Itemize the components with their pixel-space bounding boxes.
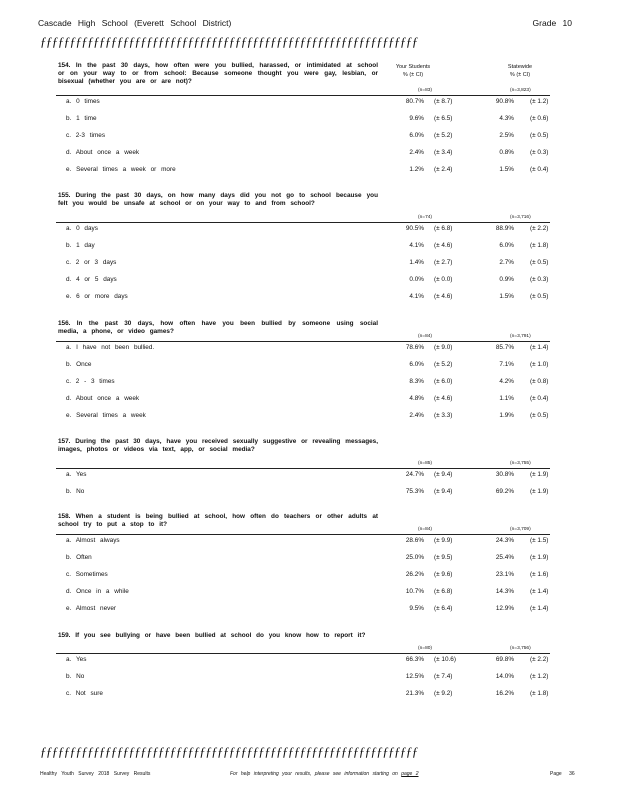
question-text: 159. If you see bullying or have been bullied at school do you know how to report it? (58, 632, 366, 639)
your-students-ci: (± 9.4) (434, 471, 453, 478)
answer-row (0, 488, 618, 500)
bottom-separator: ƒƒƒƒƒƒƒƒƒƒƒƒƒƒƒƒƒƒƒƒƒƒƒƒƒƒƒƒƒƒƒƒƒƒƒƒƒƒƒƒƒƒƒƒƒƒƒƒƒƒƒƒƒƒƒƒƒƒƒƒƒƒƒƒ (40, 744, 418, 759)
statewide-n: (n=3,709) (510, 527, 531, 532)
statewide-percent: 14.3% (495, 588, 514, 595)
your-students-title: Your Students (395, 64, 431, 70)
your-students-ci: (± 10.6) (434, 656, 456, 663)
statewide-ci: (± 0.8) (530, 378, 549, 385)
your-students-ci: (± 3.3) (434, 412, 453, 419)
answer-label: d. 4 or 5 days (66, 276, 117, 283)
your-students-percent: 1.2% (409, 166, 424, 173)
statewide-percent: 0.8% (499, 149, 514, 156)
answer-row (0, 554, 618, 566)
statewide-title: Statewide (507, 64, 533, 70)
statewide-ci: (± 1.4) (530, 344, 549, 351)
answer-label: c. 2 or 3 days (66, 259, 117, 266)
statewide-percent: 1.9% (499, 412, 514, 419)
statewide-n: (n=3,716) (510, 215, 531, 220)
top-separator: ƒƒƒƒƒƒƒƒƒƒƒƒƒƒƒƒƒƒƒƒƒƒƒƒƒƒƒƒƒƒƒƒƒƒƒƒƒƒƒƒƒƒƒƒƒƒƒƒƒƒƒƒƒƒƒƒƒƒƒƒƒƒƒƒ (40, 34, 418, 49)
question-divider (56, 222, 550, 223)
statewide-percent: 2.7% (499, 259, 514, 266)
your-students-ci: (± 9.6) (434, 571, 453, 578)
your-students-ci: (± 9.0) (434, 344, 453, 351)
answer-row (0, 605, 618, 617)
answer-label: b. 1 time (66, 115, 97, 122)
your-students-ci: (± 6.0) (434, 378, 453, 385)
statewide-ci: (± 1.9) (530, 488, 549, 495)
your-students-ci: (± 3.4) (434, 149, 453, 156)
statewide-ci: (± 1.5) (530, 537, 549, 544)
your-students-percent: 4.1% (409, 242, 424, 249)
answer-row (0, 166, 618, 178)
answer-row (0, 293, 618, 305)
your-students-percent: 78.6% (405, 344, 424, 351)
answer-label: d. Once in a while (66, 588, 129, 595)
your-students-ci: (± 5.2) (434, 361, 453, 368)
statewide-percent: 16.2% (495, 690, 514, 697)
your-students-n: (n=74) (418, 215, 432, 220)
footer-help-text (230, 771, 419, 777)
answer-row (0, 412, 618, 424)
statewide-percent: 69.2% (495, 488, 514, 495)
statewide-percent: 90.8% (495, 98, 514, 105)
answer-label: d. About once a week (66, 149, 140, 156)
answer-label: e. Several times a week (66, 412, 146, 419)
answer-row (0, 344, 618, 356)
answer-label: a. 0 times (66, 98, 100, 105)
footer-page-link[interactable]: page 2 (401, 771, 419, 777)
your-students-percent: 26.2% (405, 571, 424, 578)
your-students-n: (n=85) (418, 461, 432, 466)
question-text: 155. During the past 30 days, on how many days did you not go to school because you felt you would be unsafe at school or on your way to and from school? (58, 192, 378, 207)
answer-label: a. I have not been bullied. (66, 344, 155, 351)
your-students-percent: 10.7% (405, 588, 424, 595)
question-divider (56, 341, 550, 342)
statewide-percent: 6.0% (499, 242, 514, 249)
statewide-ci: (± 1.9) (530, 554, 549, 561)
answer-label: b. 1 day (66, 242, 95, 249)
your-students-header (388, 63, 438, 79)
your-students-ci: (± 9.4) (434, 488, 453, 495)
your-students-n: (n=84) (418, 527, 432, 532)
your-students-ci: (± 4.6) (434, 395, 453, 402)
answer-row (0, 132, 618, 144)
your-students-percent: 2.4% (409, 412, 424, 419)
answer-label: e. Several times a week or more (66, 166, 176, 173)
your-students-percent: 9.6% (409, 115, 424, 122)
your-students-ci: (± 6.8) (434, 225, 453, 232)
statewide-ci: (± 1.0) (530, 361, 549, 368)
your-students-ci: (± 6.4) (434, 605, 453, 612)
statewide-percent: 69.8% (495, 656, 514, 663)
your-students-n: (n=84) (418, 334, 432, 339)
question-text: 154. In the past 30 days, how often were you bullied, harassed, or intimidated at school or on your way to or from school: Because someone thought you were gay, lesbian, or bisexual (whether you are or are not)? (58, 62, 378, 85)
statewide-n: (n=3,755) (510, 461, 531, 466)
your-students-percent: 21.3% (405, 690, 424, 697)
answer-row (0, 656, 618, 668)
your-students-ci: (± 5.2) (434, 132, 453, 139)
statewide-percent: 7.1% (499, 361, 514, 368)
statewide-n: (n=3,791) (510, 334, 531, 339)
statewide-ci: (± 1.9) (530, 471, 549, 478)
your-students-percent: 4.1% (409, 293, 424, 300)
statewide-percent: 30.8% (495, 471, 514, 478)
answer-label: a. 0 days (66, 225, 98, 232)
answer-label: b. Often (66, 554, 92, 561)
answer-row (0, 259, 618, 271)
question-divider (56, 534, 550, 535)
your-students-ci: (± 2.4) (434, 166, 453, 173)
your-students-ci: (± 7.4) (434, 673, 453, 680)
statewide-percent: 4.2% (499, 378, 514, 385)
your-students-percent: 75.3% (405, 488, 424, 495)
your-students-percent: 12.5% (405, 673, 424, 680)
answer-row (0, 225, 618, 237)
answer-label: e. 6 or more days (66, 293, 128, 300)
statewide-ci: (± 0.3) (530, 149, 549, 156)
answer-row (0, 242, 618, 254)
answer-label: a. Almost always (66, 537, 120, 544)
statewide-ci: (± 1.2) (530, 673, 549, 680)
question-text: 158. When a student is being bullied at school, how often do teachers or other adults at school try to put a stop to it? (58, 513, 378, 528)
answer-label: d. About once a week (66, 395, 140, 402)
answer-row (0, 690, 618, 702)
your-students-ci: (± 9.2) (434, 690, 453, 697)
your-students-n: (n=83) (418, 88, 432, 93)
answer-label: c. 2 - 3 times (66, 378, 115, 385)
statewide-ci: (± 2.2) (530, 656, 549, 663)
answer-row (0, 361, 618, 373)
statewide-percent: 1.1% (499, 395, 514, 402)
statewide-ci: (± 0.5) (530, 293, 549, 300)
question-text: 157. During the past 30 days, have you received sexually suggestive or revealing messages, images, photos or videos via text, app, or social media? (58, 438, 378, 453)
answer-row (0, 588, 618, 600)
your-students-ci: (± 4.6) (434, 242, 453, 249)
your-students-percent: 90.5% (405, 225, 424, 232)
your-students-ci: (± 6.8) (434, 588, 453, 595)
your-students-percent: 8.3% (409, 378, 424, 385)
your-students-ci: (± 6.5) (434, 115, 453, 122)
answer-label: e. Almost never (66, 605, 117, 612)
statewide-percent: 23.1% (495, 571, 514, 578)
your-students-ci: (± 9.9) (434, 537, 453, 544)
statewide-percent: 25.4% (495, 554, 514, 561)
answer-label: c. Sometimes (66, 571, 108, 578)
answer-label: c. 2-3 times (66, 132, 106, 139)
your-students-percent: 6.0% (409, 361, 424, 368)
your-students-ci: (± 2.7) (434, 259, 453, 266)
your-students-percent: 0.0% (409, 276, 424, 283)
your-students-percent: 24.7% (405, 471, 424, 478)
statewide-ci: (± 1.6) (530, 571, 549, 578)
statewide-header (492, 63, 548, 79)
statewide-ci: (± 1.4) (530, 605, 549, 612)
answer-label: a. Yes (66, 471, 87, 478)
question-divider (56, 653, 550, 654)
question-divider (56, 95, 550, 96)
statewide-percent: 1.5% (499, 166, 514, 173)
statewide-ci: (± 1.8) (530, 690, 549, 697)
statewide-ci: (± 1.4) (530, 588, 549, 595)
footer-survey-name: Healthy Youth Survey 2018 Survey Results (40, 771, 151, 777)
statewide-ci: (± 0.3) (530, 276, 549, 283)
statewide-percent: 12.9% (495, 605, 514, 612)
answer-label: a. Yes (66, 656, 87, 663)
school-name: Cascade High School (Everett School District) (38, 18, 232, 28)
statewide-ci: (± 0.5) (530, 412, 549, 419)
statewide-ci: (± 2.2) (530, 225, 549, 232)
answer-row (0, 149, 618, 161)
statewide-ci: (± 0.5) (530, 259, 549, 266)
statewide-percent: 0.9% (499, 276, 514, 283)
statewide-percent: 4.3% (499, 115, 514, 122)
statewide-ci: (± 1.8) (530, 242, 549, 249)
your-students-percent: 25.0% (405, 554, 424, 561)
answer-row (0, 98, 618, 110)
statewide-ci: (± 0.4) (530, 395, 549, 402)
your-students-ci: (± 0.0) (434, 276, 453, 283)
your-students-subtitle: % (± CI) (402, 72, 424, 78)
question-divider (56, 468, 550, 469)
answer-label: c. Not sure (66, 690, 103, 697)
statewide-n: (n=3,823) (510, 88, 531, 93)
grade-label: Grade 10 (532, 18, 572, 28)
answer-row (0, 537, 618, 549)
answer-label: b. No (66, 673, 85, 680)
statewide-percent: 2.5% (499, 132, 514, 139)
statewide-n: (n=3,756) (510, 646, 531, 651)
statewide-percent: 85.7% (495, 344, 514, 351)
statewide-percent: 24.3% (495, 537, 514, 544)
statewide-ci: (± 0.6) (530, 115, 549, 122)
statewide-ci: (± 0.5) (530, 132, 549, 139)
your-students-n: (n=80) (418, 646, 432, 651)
page-number: Page 36 (550, 771, 575, 777)
answer-row (0, 673, 618, 685)
statewide-ci: (± 1.2) (530, 98, 549, 105)
answer-row (0, 471, 618, 483)
answer-row (0, 395, 618, 407)
answer-row (0, 115, 618, 127)
answer-row (0, 276, 618, 288)
statewide-percent: 88.9% (495, 225, 514, 232)
answer-row (0, 378, 618, 390)
statewide-percent: 1.5% (499, 293, 514, 300)
answer-label: b. No (66, 488, 85, 495)
statewide-percent: 14.0% (495, 673, 514, 680)
your-students-percent: 6.0% (409, 132, 424, 139)
answer-row (0, 571, 618, 583)
your-students-ci: (± 8.7) (434, 98, 453, 105)
your-students-percent: 1.4% (409, 259, 424, 266)
statewide-subtitle: % (± CI) (509, 72, 531, 78)
your-students-percent: 2.4% (409, 149, 424, 156)
your-students-percent: 4.8% (409, 395, 424, 402)
your-students-ci: (± 9.5) (434, 554, 453, 561)
statewide-ci: (± 0.4) (530, 166, 549, 173)
your-students-percent: 66.3% (405, 656, 424, 663)
your-students-percent: 80.7% (405, 98, 424, 105)
your-students-ci: (± 4.6) (434, 293, 453, 300)
footer-help-sentence: For help interpreting your results, please see information starting on (230, 771, 398, 777)
your-students-percent: 9.5% (409, 605, 424, 612)
answer-label: b. Once (66, 361, 92, 368)
your-students-percent: 28.6% (405, 537, 424, 544)
question-text: 156. In the past 30 days, how often have you been bullied by someone using social media, a phone, or video games? (58, 320, 378, 335)
